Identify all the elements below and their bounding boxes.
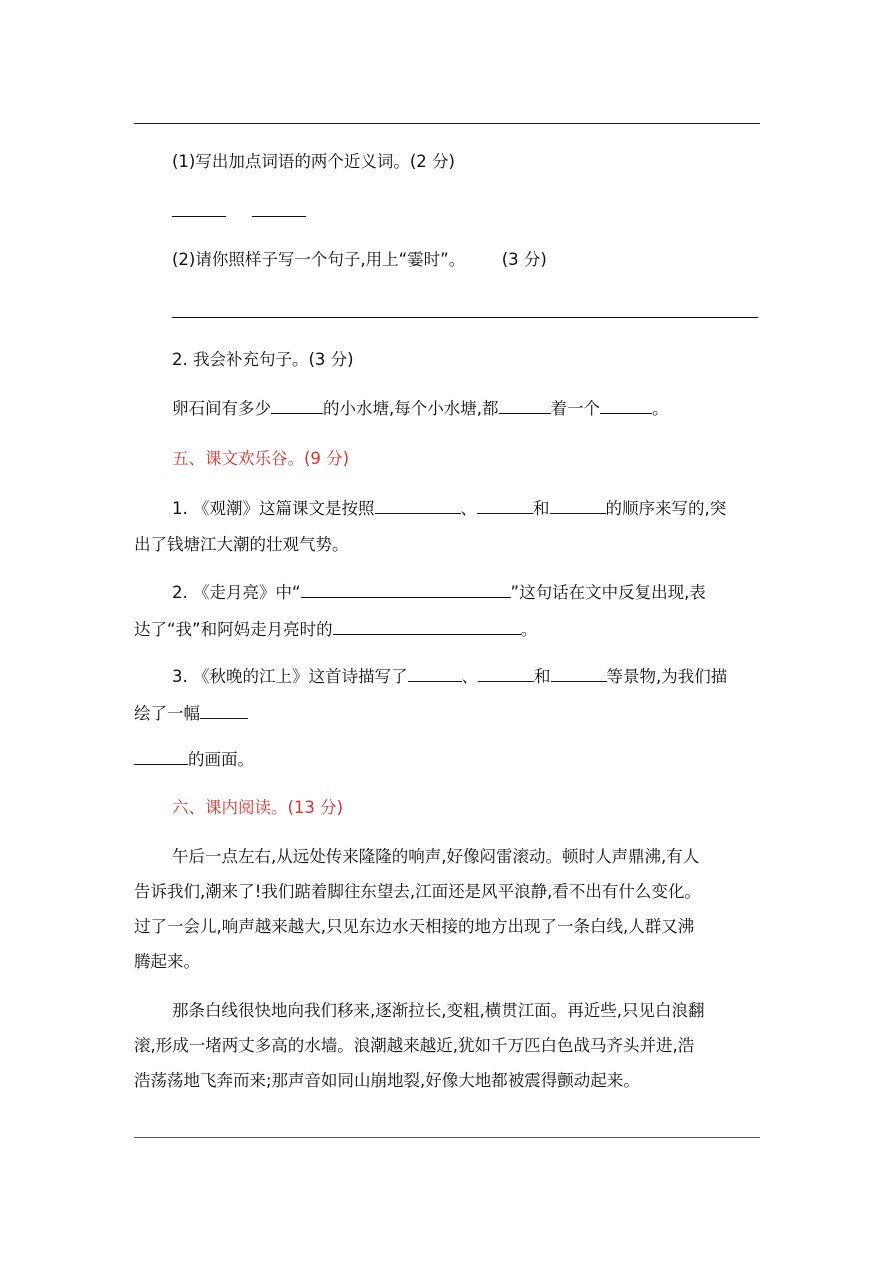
q1-sub1: (1)写出加点词语的两个近义词。(2 分) (172, 152, 455, 171)
answer-blank[interactable] (499, 397, 551, 414)
text-segment: 、 (461, 667, 478, 686)
text-segment: 着一个 (550, 399, 600, 418)
q2-title: 2. 我会补充句子。(3 分) (172, 350, 354, 369)
text-segment: 1. 《观潮》这篇课文是按照 (172, 499, 375, 518)
answer-blank[interactable] (200, 702, 248, 719)
answer-blank[interactable] (478, 665, 534, 682)
s5-q2-line2 (134, 618, 537, 641)
answer-blank[interactable] (375, 497, 461, 514)
answer-blank[interactable] (301, 581, 511, 598)
reading-para1-line4: 腾起来。 (134, 952, 200, 971)
text-segment: ”这句话在文中反复出现,表 (510, 583, 706, 602)
s5-q2-line1 (172, 581, 706, 604)
s5-q1-line1 (172, 497, 726, 520)
answer-line[interactable] (172, 317, 758, 318)
section5-heading: 五、课文欢乐谷。(9 分) (172, 449, 350, 468)
text-segment: 达了“我”和阿妈走月亮时的 (134, 620, 333, 639)
text-segment: 。 (652, 399, 669, 418)
reading-para1-line2: 告诉我们,潮来了!我们踮着脚往东望去,江面还是风平浪静,看不出有什么变化。 (134, 882, 701, 901)
text-segment: 和 (534, 667, 551, 686)
answer-blank[interactable] (550, 497, 606, 514)
text-segment: 等景物,为我们描 (606, 667, 728, 686)
text-segment: 的小水塘,每个小水塘,都 (323, 399, 499, 418)
answer-blank[interactable] (271, 397, 323, 414)
q1-sub2-score: (3 分) (501, 250, 547, 269)
answer-blank[interactable] (333, 618, 521, 635)
answer-blank[interactable] (551, 665, 607, 682)
reading-para1-line3: 过了一会儿,响声越来越大,只见东边水天相接的地方出现了一条白线,人群又沸 (134, 917, 695, 936)
text-segment: 的顺序来写的,突 (605, 499, 727, 518)
reading-para2-line2: 滚,形成一堵两丈多高的水墙。浪潮越来越近,犹如千万匹白色战马齐头并进,浩 (134, 1036, 695, 1055)
header-rule (134, 123, 760, 124)
text-segment: 。 (520, 620, 538, 639)
text-segment: 3. 《秋晚的江上》这首诗描写了 (172, 667, 408, 686)
section6-heading: 六、课内阅读。(13 分) (172, 798, 344, 817)
s5-q3-line3 (134, 748, 254, 771)
answer-blank[interactable] (600, 397, 652, 414)
text-segment: 2. 《走月亮》中“ (172, 583, 301, 602)
q1-sub2 (172, 249, 547, 271)
answer-blank[interactable] (134, 748, 188, 765)
s5-q3-line2 (134, 702, 248, 725)
text-segment: 绘了一幅 (134, 704, 200, 723)
answer-blank[interactable] (172, 216, 226, 217)
text-segment: 的画面。 (188, 750, 254, 769)
answer-blank[interactable] (252, 216, 306, 217)
q1-sub2-text: (2)请你照样子写一个句子,用上“霎时”。 (172, 250, 466, 269)
reading-para2-line3: 浩荡荡地飞奔而来;那声音如同山崩地裂,好像大地都被震得颤动起来。 (134, 1071, 640, 1090)
footer-rule (134, 1137, 760, 1138)
reading-para2-line1: 那条白线很快地向我们移来,逐渐拉长,变粗,横贯江面。再近些,只见白浪翻 (172, 1001, 705, 1020)
reading-para1-line1: 午后一点左右,从远处传来隆隆的响声,好像闷雷滚动。顿时人声鼎沸,有人 (172, 847, 700, 866)
answer-blank[interactable] (477, 497, 533, 514)
text-segment: 卵石间有多少 (172, 399, 271, 418)
q2-sentence (172, 397, 669, 420)
s5-q1-line2: 出了钱塘江大潮的壮观气势。 (134, 535, 349, 554)
answer-blank[interactable] (408, 665, 462, 682)
text-segment: 和 (533, 499, 550, 518)
s5-q3-line1 (172, 665, 727, 688)
text-segment: 、 (460, 499, 477, 518)
